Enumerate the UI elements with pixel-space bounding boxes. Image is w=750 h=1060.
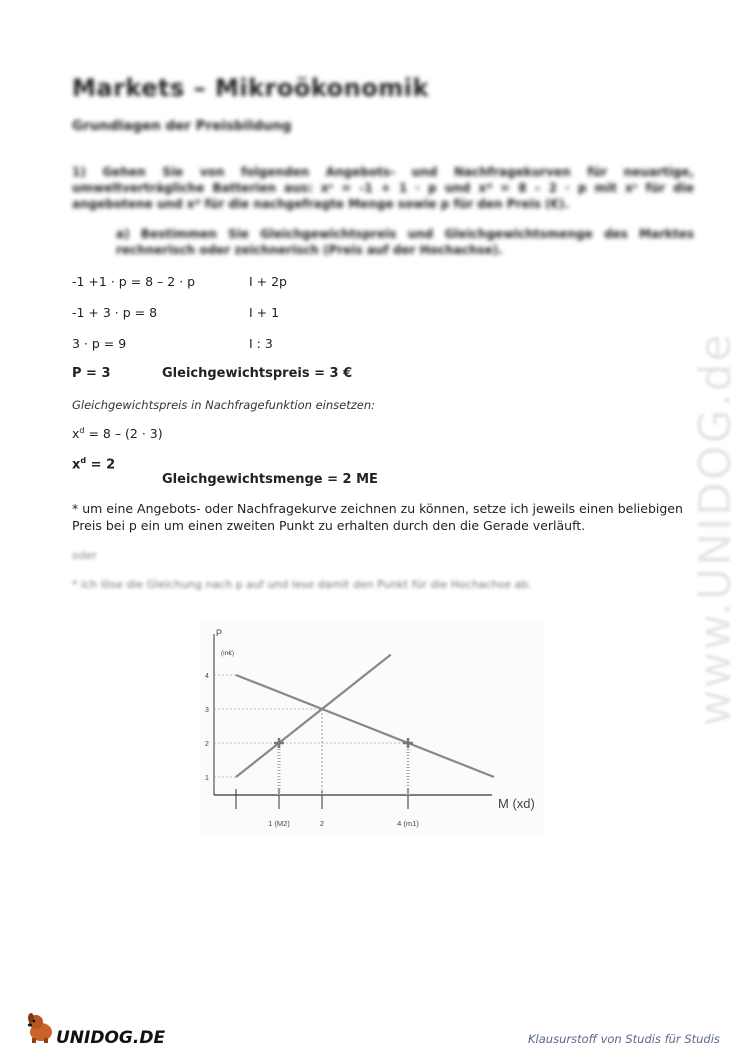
y-axis-unit: (in€) (221, 650, 235, 657)
page-title: Markets – Mikroökonomik (72, 74, 429, 102)
logo-text: UNIDOG.DE (56, 1028, 166, 1048)
y-tick-label: 1 (205, 775, 209, 782)
calc-left: -1 +1 · p = 8 – 2 · p (72, 274, 196, 289)
note-text: * um eine Angebots- oder Nachfragekurve zeichnen zu können, setze ich jeweils einen beliebigen Preis bei p ein um einen zweiten Punkt zu erhalten durch den die Gerade verläuft. (72, 501, 683, 533)
calc-right: I + 1 (249, 305, 280, 320)
task-1a-text: a) Bestimmen Sie Gleichgewichtspreis und Gleichgewichtsmenge des Marktes rechnerisch oder zeichnerisch (Preis auf der Hochachse). (116, 227, 694, 257)
price-label: Gleichgewichtspreis = 3 € (162, 366, 353, 381)
task-1-text: 1) Gehen Sie von folgenden Angebots- und Nachfragekurven für neuartige, umweltverträgliche Batterien aus: xˢ = -1 + 1 · p und xᵈ = 8 – 2 · p mit xˢ für die angebotene und xᵈ für die nachgefragte Menge sowie p für den Preis (€). (72, 165, 694, 211)
calc-left: 3 · p = 9 (72, 336, 127, 351)
calc-left: -1 + 3 · p = 8 (72, 305, 158, 320)
calc-right: I + 2p (249, 274, 287, 289)
xd-calculation: $x^d = 8 - (2 \cdot 3)$ (72, 426, 163, 442)
x-tick-label: 2 (319, 819, 325, 828)
xd-result: $x^d = 2$ (72, 456, 116, 473)
page-subtitle: Grundlagen der Preisbildung (72, 118, 292, 134)
calc-right: I : 3 (249, 336, 273, 351)
price-lhs: P = 3 (72, 366, 111, 381)
insert-instruction: Gleichgewichtspreis in Nachfragefunktion einsetzen: (72, 398, 375, 412)
quantity-result: Gleichgewichtsmenge = 2 ME (162, 472, 378, 487)
footer-slogan: Klausurstoff von Studis für Studis (528, 1032, 720, 1046)
x-tick-label: 4 (m1) (397, 819, 419, 828)
y-tick-label: 2 (205, 741, 209, 748)
y-axis-label: P (216, 628, 223, 638)
dog-logo-icon (24, 1012, 58, 1044)
y-tick-label: 3 (205, 707, 209, 714)
oder-text: oder (72, 549, 98, 562)
watermark: www.UNIDOG.de (690, 332, 741, 726)
note-2-text: * ich löse die Gleichung nach p auf und lese damit den Punkt für die Hochachse ab. (72, 578, 532, 591)
y-tick-label: 4 (205, 673, 209, 680)
x-tick-label: 1 (M2) (268, 819, 290, 828)
x-axis-label: M (xd) (498, 796, 535, 811)
